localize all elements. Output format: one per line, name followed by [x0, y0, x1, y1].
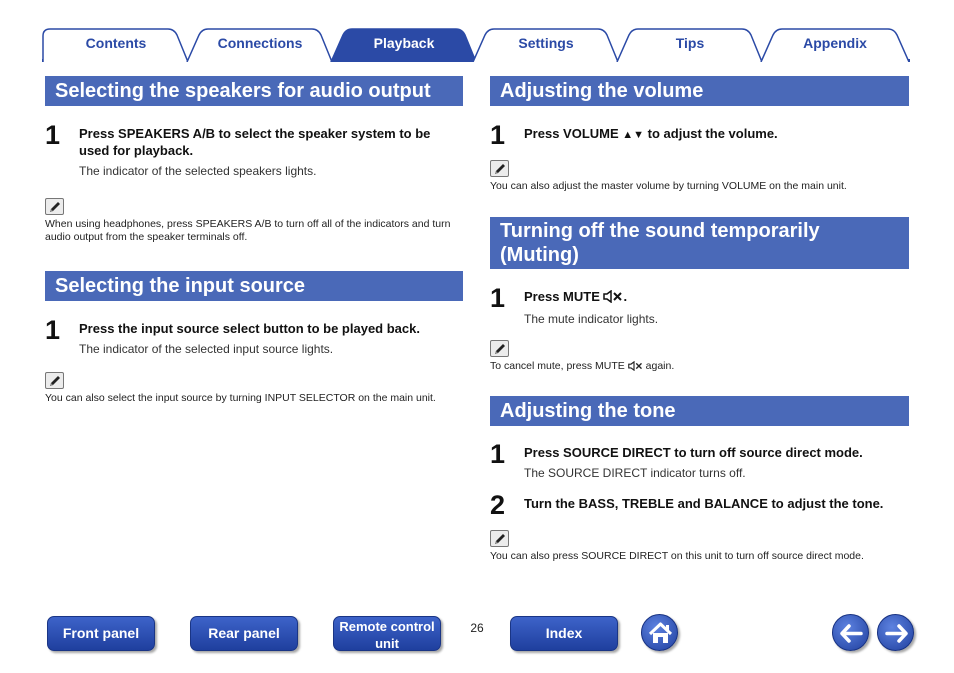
mute-speaker-icon [603, 290, 623, 307]
instruction-post: to adjust the volume. [644, 126, 778, 141]
tab-tips-label: Tips [675, 35, 705, 51]
step-number: 1 [490, 283, 506, 313]
note-text [490, 360, 909, 375]
front-panel-button[interactable] [47, 616, 155, 651]
pencil-note-icon [490, 530, 509, 547]
tab-appendix[interactable] [760, 28, 910, 60]
pencil-note-icon [490, 340, 509, 357]
step-instruction [524, 125, 909, 144]
home-button[interactable] [641, 614, 678, 651]
instruction-post: . [623, 289, 628, 304]
heading-speakers: Selecting the speakers for audio output [45, 76, 463, 106]
remote-control-unit-button[interactable] [333, 616, 441, 651]
rear-panel-label: Rear panel [208, 625, 280, 641]
pencil-note-icon [45, 198, 64, 215]
step-number: 1 [490, 439, 506, 469]
note-text: When using headphones, press SPEAKERS A/B to turn off all of the indicators and turn audio output from the speaker terminals off. [45, 218, 451, 243]
step-instruction [524, 288, 909, 307]
pencil-note-icon [490, 160, 509, 177]
tab-contents[interactable] [42, 28, 190, 60]
step-description: The indicator of the selected input source lights. [79, 342, 334, 356]
tab-contents-label: Contents [85, 35, 147, 51]
instruction-pre: Press VOLUME [524, 126, 623, 141]
step-speakers [45, 120, 463, 179]
arrow-right-icon [878, 615, 915, 652]
rear-panel-button[interactable] [190, 616, 298, 651]
heading-input-source: Selecting the input source [45, 271, 463, 301]
step-tone-2 [490, 490, 909, 520]
mute-speaker-icon [628, 361, 643, 375]
home-icon [642, 615, 679, 652]
note-text: You can also adjust the master volume by turning VOLUME on the main unit. [490, 180, 847, 192]
heading-muting-line2: (Muting) [500, 244, 579, 266]
left-column [45, 76, 463, 405]
right-column [490, 76, 909, 563]
note-post: again. [642, 360, 675, 372]
heading-volume: Adjusting the volume [490, 76, 909, 106]
index-button[interactable] [510, 616, 618, 651]
page-number: 26 [470, 621, 484, 635]
step-instruction: Turn the BASS, TREBLE and BALANCE to adjust the tone. [524, 496, 884, 511]
step-number: 1 [490, 120, 506, 150]
tab-tips[interactable] [616, 28, 764, 60]
tab-playback[interactable] [330, 28, 478, 60]
heading-muting-line1: Turning off the sound temporarily [500, 220, 820, 242]
tab-connections-label: Connections [217, 35, 303, 51]
step-number: 1 [45, 120, 61, 150]
step-tone-1 [490, 439, 909, 481]
tab-playback-label: Playback [373, 35, 435, 51]
forward-button[interactable] [877, 614, 914, 651]
step-description: The mute indicator lights. [524, 312, 659, 326]
volume-updown-symbol: ▲▼ [622, 129, 645, 141]
remote-control-label-line2: unit [375, 636, 399, 651]
step-input-source [45, 315, 463, 357]
index-label: Index [545, 625, 583, 641]
note-text: You can also select the input source by turning INPUT SELECTOR on the main unit. [45, 392, 436, 404]
note-pre: To cancel mute, press MUTE [490, 360, 628, 372]
pencil-note-icon [45, 372, 64, 389]
heading-muting [490, 217, 909, 269]
tab-settings[interactable] [472, 28, 620, 60]
step-description: The SOURCE DIRECT indicator turns off. [524, 466, 746, 480]
step-instruction: Press SPEAKERS A/B to select the speaker system to be used for playback. [79, 126, 431, 158]
instruction-pre: Press MUTE [524, 289, 604, 304]
back-button[interactable] [832, 614, 869, 651]
step-volume [490, 120, 909, 150]
arrow-left-icon [833, 615, 870, 652]
step-number: 2 [490, 490, 506, 520]
step-description: The indicator of the selected speakers lights. [79, 164, 317, 178]
note-text: You can also press SOURCE DIRECT on this unit to turn off source direct mode. [490, 550, 864, 562]
step-muting [490, 283, 909, 327]
heading-tone: Adjusting the tone [490, 396, 909, 426]
tab-settings-label: Settings [518, 35, 574, 51]
step-instruction: Press the input source select button to be played back. [79, 321, 420, 336]
step-instruction: Press SOURCE DIRECT to turn off source direct mode. [524, 445, 863, 460]
tab-bar [42, 26, 910, 62]
remote-control-label-line1: Remote control [339, 619, 435, 634]
front-panel-label: Front panel [62, 625, 140, 641]
tab-appendix-label: Appendix [803, 35, 867, 51]
tab-connections[interactable] [186, 28, 334, 60]
step-number: 1 [45, 315, 61, 345]
